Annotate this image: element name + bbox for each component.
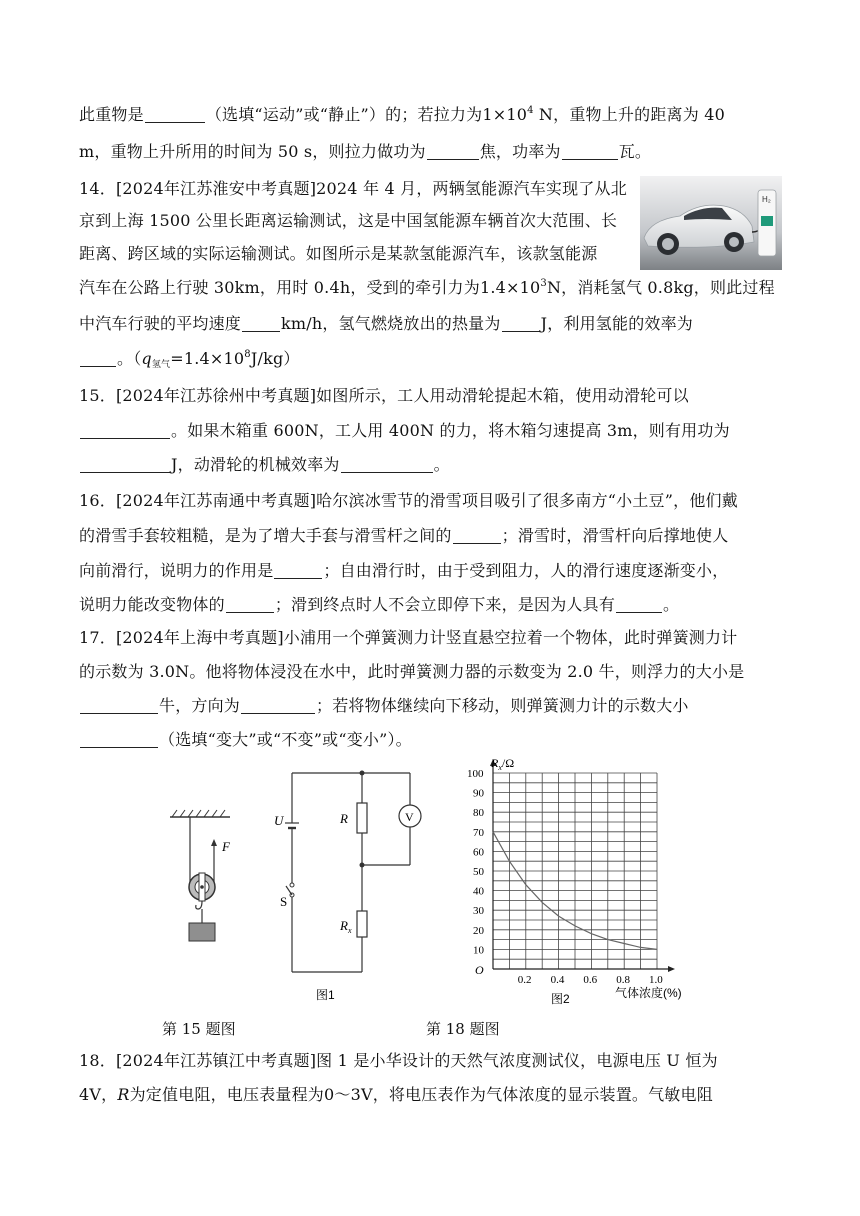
y-tick-label: 50	[473, 866, 484, 878]
resistor-r-label: R	[340, 811, 348, 826]
text: ；滑雪时，滑雪杆向后撑地使人	[501, 526, 729, 545]
voltmeter-label: V	[405, 810, 414, 824]
x-axis-arrow	[668, 966, 675, 972]
text: 。（	[117, 349, 142, 368]
symbol-q: q	[141, 349, 152, 368]
text: ；滑到终点时人不会立即停下来，是因为人具有	[274, 595, 616, 614]
q14-line-5	[79, 313, 693, 335]
text: J/kg）	[250, 349, 300, 368]
text: 。	[433, 455, 450, 474]
y-tick-label: 30	[473, 905, 484, 918]
y-axis-label: R	[491, 756, 499, 770]
text: 。如果木箱重 600N，工人用 400N 的力，将木箱匀速提高 3m，则有用功为	[171, 421, 730, 440]
q16-line-3	[79, 560, 728, 582]
x-tick-label: 0.2	[517, 974, 532, 986]
h2-badge: H₂	[762, 195, 771, 204]
text: 焦，功率为	[479, 142, 561, 161]
answer-blank[interactable]	[241, 697, 315, 714]
text: 瓦。	[618, 142, 652, 161]
text: 为定值电阻，电压表量程为0～3V，将电压表作为气体浓度的显示装置。气敏电阻	[129, 1085, 713, 1104]
y-tick-label: 60	[473, 846, 484, 859]
x-tick-label: 0.6	[583, 974, 598, 986]
y-tick-label: 10	[473, 944, 484, 957]
text: N，消耗氢气 0.8kg，则此过程	[546, 278, 775, 297]
text: J，动滑轮的机械效率为	[171, 455, 340, 474]
answer-blank[interactable]	[341, 456, 433, 473]
chart-ticks	[467, 768, 663, 986]
q16-line-4	[79, 594, 679, 616]
q14-line-2	[79, 210, 617, 232]
y-tick-label: 40	[473, 885, 484, 898]
y-tick-label: 70	[473, 826, 484, 839]
switch-label: S	[280, 894, 288, 909]
y-tick-label: 20	[473, 924, 484, 937]
text: 牛，方向为	[159, 696, 241, 715]
text: 。	[663, 595, 680, 614]
hydrogen-car-photo	[640, 176, 782, 270]
text: 的滑雪手套较粗糙，是为了增大手套与滑雪杆之间的	[79, 526, 452, 545]
text: 14．[2024年江苏淮安中考真题]2024 年 4 月，两辆氢能源汽车实现了从北	[79, 179, 627, 198]
force-label: F	[222, 839, 230, 854]
figure-1-label: 图1	[316, 988, 335, 1002]
q15-line-3	[79, 454, 450, 476]
q17-line-1	[79, 627, 737, 649]
text: J，利用氢能的效率为	[540, 314, 694, 333]
answer-blank[interactable]	[427, 143, 479, 160]
answer-blank[interactable]	[274, 562, 322, 579]
text: 向前滑行，说明力的作用是	[79, 561, 274, 580]
rx-concentration-chart	[455, 755, 705, 1010]
q13-line-1	[79, 104, 725, 126]
text: 4V，	[79, 1085, 118, 1104]
text: ；自由滑行时，由于受到阻力，人的滑行速度逐渐变小，	[323, 561, 729, 580]
q17-line-4	[79, 729, 412, 751]
answer-blank[interactable]	[453, 527, 501, 544]
answer-blank[interactable]	[80, 456, 170, 473]
text: m，重物上升所用的时间为 50 s，则拉力做功为	[79, 142, 426, 161]
text: km/h，氢气燃烧放出的热量为	[281, 314, 501, 333]
q14-line-1	[79, 178, 627, 200]
text: 说明力能改变物体的	[79, 595, 225, 614]
pulley-figure	[160, 805, 240, 955]
x-tick-label: 0.8	[616, 974, 630, 986]
text: 距离、跨区域的实际运输测试。如图所示是某款氢能源汽车，该款氢能源	[79, 244, 598, 263]
y-tick-label: 80	[473, 807, 484, 820]
figure-15-caption: 第 15 题图	[162, 1020, 236, 1038]
x-tick-label: 0.4	[550, 974, 565, 986]
figure-2-label: 图2	[551, 992, 570, 1006]
answer-blank[interactable]	[80, 422, 170, 439]
chart-axes	[490, 759, 675, 972]
text: 的示数为 3.0N。他将物体浸没在水中，此时弹簧测力器的示数变为 2.0 牛，则浮力的大小是	[79, 662, 745, 681]
y-tick-label: 90	[473, 787, 484, 800]
text: （选填“运动”或“静止”）的；若拉力为1×10	[205, 105, 528, 124]
symbol-r: R	[117, 1085, 130, 1104]
exponent: 8	[244, 349, 251, 360]
resistor-rx-subscript: x	[347, 926, 352, 935]
q14-line-6	[79, 348, 300, 370]
subscript: 氢气	[151, 360, 171, 370]
text: 18．[2024年江苏镇江中考真题]图 1 是小华设计的天然气浓度测试仪，电源电压 U 恒为	[79, 1051, 718, 1070]
text: 汽车在公路上行驶 30km，用时 0.4h，受到的牵引力为1.4×10	[79, 278, 541, 297]
answer-blank[interactable]	[242, 315, 280, 332]
y-tick-label: 100	[467, 768, 484, 780]
q13-line-2	[79, 141, 651, 163]
q15-line-2	[79, 420, 730, 442]
car-illustration	[640, 176, 782, 270]
text: N，重物上升的距离为 40	[533, 105, 725, 124]
q15-line-1	[79, 385, 689, 407]
q14-line-4	[79, 277, 775, 299]
origin-label: O	[475, 963, 484, 977]
answer-blank[interactable]	[226, 596, 274, 613]
chart-grid	[493, 773, 657, 969]
text: 中汽车行驶的平均速度	[79, 314, 242, 333]
answer-blank[interactable]	[502, 315, 540, 332]
figure-18-caption: 第 18 题图	[426, 1020, 500, 1038]
text: 16．[2024年江苏南通中考真题]哈尔滨冰雪节的滑雪项目吸引了很多南方“小土豆”，他们戴	[79, 491, 738, 510]
exponent: 3	[540, 278, 547, 289]
q16-line-2	[79, 525, 728, 547]
exponent: 4	[527, 105, 534, 116]
answer-blank[interactable]	[80, 350, 116, 367]
q18-line-2	[79, 1084, 713, 1106]
text: （选填“变大”或“不变”或“变小”）。	[159, 730, 412, 749]
circuit-figure	[270, 765, 430, 1010]
resistor-rx-label: R	[340, 918, 348, 933]
x-axis-label: 气体浓度(%)	[615, 986, 682, 1000]
x-tick-label: 1.0	[649, 974, 663, 986]
answer-blank[interactable]	[80, 697, 158, 714]
answer-blank[interactable]	[145, 106, 205, 123]
text: =1.4×10	[170, 349, 245, 368]
q18-line-1	[79, 1050, 718, 1072]
text: ；若将物体继续向下移动，则弹簧测力计的示数大小	[316, 696, 689, 715]
svg-text:Rx/Ω	[490, 756, 514, 772]
text: 此重物是	[79, 105, 144, 124]
answer-blank[interactable]	[616, 596, 662, 613]
y-axis-label-subscript: x	[498, 763, 502, 772]
q14-line-3	[79, 243, 597, 265]
text: 京到上海 1500 公里长距离运输测试，这是中国氢能源车辆首次大范围、长	[79, 211, 618, 230]
answer-blank[interactable]	[80, 731, 158, 748]
svg-text:Rx	[339, 918, 352, 935]
answer-blank[interactable]	[562, 143, 618, 160]
text: 17．[2024年上海中考真题]小浦用一个弹簧测力计竖直悬空拉着一个物体，此时弹簧测力计	[79, 628, 738, 647]
q16-line-1	[79, 490, 738, 512]
voltage-source-label: U	[274, 813, 284, 828]
q17-line-2	[79, 661, 744, 683]
text: 15．[2024年江苏徐州中考真题]如图所示，工人用动滑轮提起木箱，使用动滑轮可以	[79, 386, 689, 405]
y-axis-unit: /Ω	[501, 756, 515, 770]
q17-line-3	[79, 695, 689, 717]
